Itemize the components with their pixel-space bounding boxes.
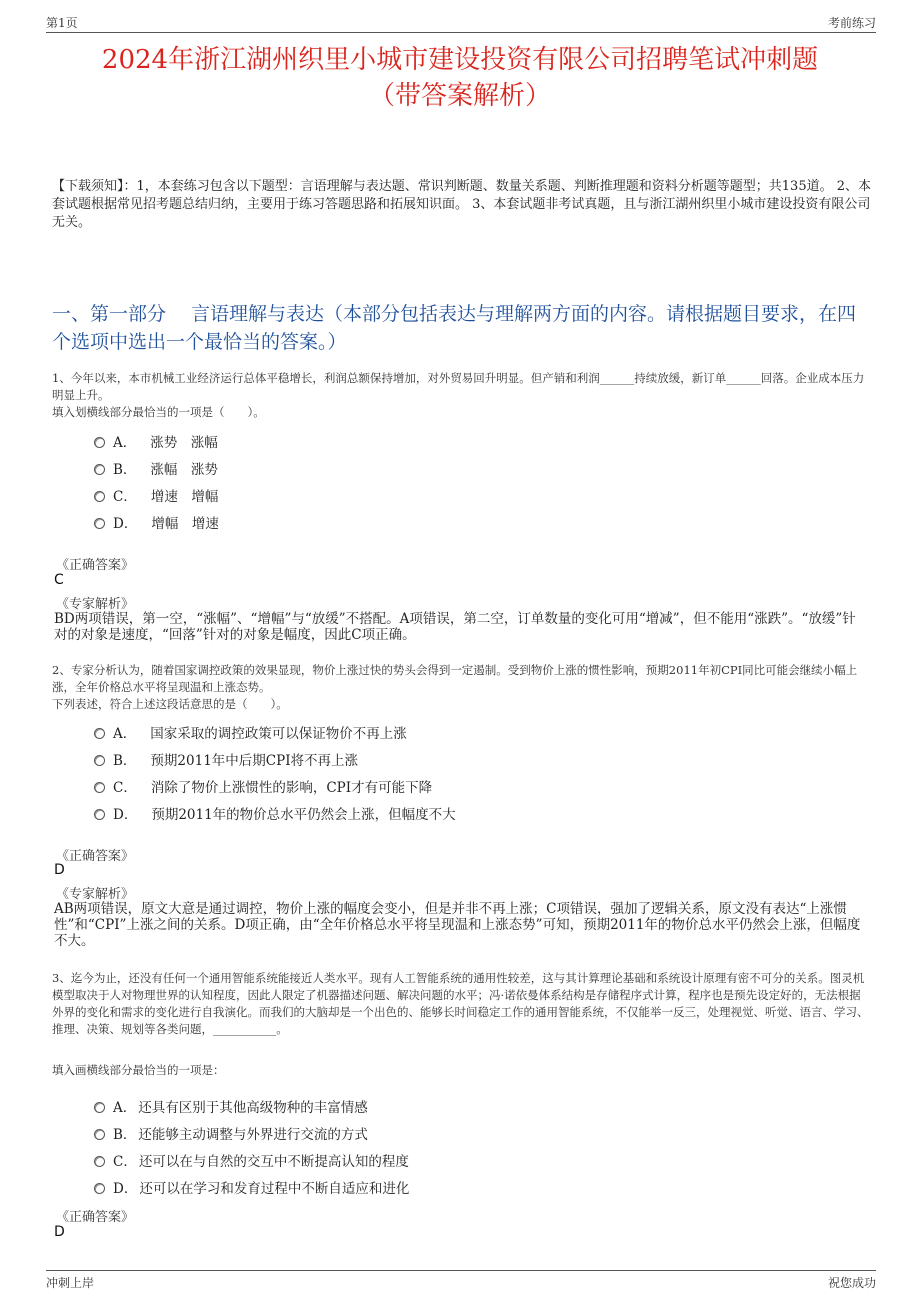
download-notice: 【下载须知】：1，本套练习包含以下题型：言语理解与表达题、常识判断题、数量关系题、判断推理题和资料分析题等题型；共135道。 2、本套试题根据常见招考题总结归纳，主要用于练习答题思路和拓展知识面。 3、本套试题非考试真题，且与浙江湖州织里小城市建设投资有限公司无关。 bbox=[52, 179, 871, 230]
q3-option-a[interactable]: A． 还具有区别于其他高级物种的丰富情感 bbox=[94, 1096, 368, 1116]
correct-answer: D bbox=[54, 1224, 65, 1240]
page-header bbox=[46, 14, 876, 33]
radio-icon[interactable] bbox=[94, 755, 105, 766]
expert-analysis-label: 《专家解析》 bbox=[56, 887, 135, 902]
q1-option-c[interactable]: C． 增速 增幅 bbox=[94, 485, 218, 505]
question-prompt: 下列表述，符合上述这段话意思的是（ ）。 bbox=[52, 697, 288, 711]
header-tag: 考前练习 bbox=[827, 16, 876, 30]
question-stem: 3、迄今为止，还没有任何一个通用智能系统能接近人类水平。现有人工智能系统的通用性较差，这与其计算理论基础和系统设计原理有密不可分的关系。图灵机模型取决于人对物理世界的认知程度，因此人限定了机器描述问题、解决问题的水平；冯·诺依曼体系结构是存储程序式计算，程序也是预先设定好的，无法根据外界的变化和需求的变化进行自我演化。而我们的大脑却是一个出色的、能够长时间稳定工作的通用智能系统，不仅能举一反三，处理视觉、听觉、语言、学习、推理、决策、规划等各类问题，___________。 bbox=[52, 971, 869, 1036]
radio-icon[interactable] bbox=[94, 464, 105, 475]
radio-icon[interactable] bbox=[94, 728, 105, 739]
correct-answer: C bbox=[54, 572, 64, 588]
radio-icon[interactable] bbox=[94, 437, 105, 448]
page-number: 第1页 bbox=[46, 16, 78, 30]
question-1 bbox=[52, 370, 872, 421]
question-prompt: 填入划横线部分最恰当的一项是（ ）。 bbox=[52, 405, 265, 419]
radio-icon[interactable] bbox=[94, 491, 105, 502]
document-title bbox=[40, 42, 880, 114]
expert-analysis-label: 《专家解析》 bbox=[56, 597, 135, 612]
q2-option-b[interactable]: B． 预期2011年中后期CPI将不再上涨 bbox=[94, 749, 358, 769]
radio-icon[interactable] bbox=[94, 1156, 105, 1167]
q1-option-b[interactable]: B． 涨幅 涨势 bbox=[94, 458, 218, 478]
footer-left: 冲刺上岸 bbox=[46, 1276, 95, 1290]
radio-icon[interactable] bbox=[94, 1183, 105, 1194]
q2-option-c[interactable]: C． 消除了物价上涨惯性的影响，CPI才有可能下降 bbox=[94, 776, 432, 796]
q1-option-d[interactable]: D． 增幅 增速 bbox=[94, 512, 219, 532]
title-line-1: 2024年浙江湖州织里小城市建设投资有限公司招聘笔试冲刺题 bbox=[101, 45, 819, 75]
correct-answer-label: 《正确答案》 bbox=[56, 558, 135, 573]
q2-option-a[interactable]: A． 国家采取的调控政策可以保证物价不再上涨 bbox=[94, 722, 407, 742]
question-stem: 2、专家分析认为，随着国家调控政策的效果显现，物价上涨过快的势头会得到一定遏制。受到物价上涨的惯性影响，预期2011年初CPI同比可能会继续小幅上涨，全年价格总水平将呈现温和上涨态势。 bbox=[52, 663, 858, 694]
expert-analysis: BD两项错误，第一空，“涨幅”、“增幅”与“放缓”不搭配。A项错误，第二空，订单数量的变化可用“增减”，但不能用“涨跌”。“放缓”针对的对象是速度，“回落”针对的对象是幅度，因此C项正确。 bbox=[54, 611, 856, 643]
radio-icon[interactable] bbox=[94, 518, 105, 529]
q2-option-d[interactable]: D． 预期2011年的物价总水平仍然会上涨，但幅度不大 bbox=[94, 803, 456, 823]
page-footer bbox=[46, 1270, 876, 1291]
q1-option-a[interactable]: A． 涨势 涨幅 bbox=[94, 431, 218, 451]
question-stem: 1、今年以来，本市机械工业经济运行总体平稳增长，利润总额保持增加，对外贸易回升明显。但产销和利润______持续放缓，新订单______回落。企业成本压力明显上升。 bbox=[52, 371, 865, 402]
radio-icon[interactable] bbox=[94, 809, 105, 820]
correct-answer-label: 《正确答案》 bbox=[56, 849, 135, 864]
radio-icon[interactable] bbox=[94, 782, 105, 793]
question-2 bbox=[52, 662, 872, 713]
correct-answer-label: 《正确答案》 bbox=[56, 1210, 135, 1225]
correct-answer: D bbox=[54, 862, 65, 878]
q3-option-d[interactable]: D． 还可以在学习和发育过程中不断自适应和进化 bbox=[94, 1177, 409, 1197]
radio-icon[interactable] bbox=[94, 1102, 105, 1113]
footer-right: 祝您成功 bbox=[827, 1276, 876, 1290]
question-3-prompt: 填入画横线部分最恰当的一项是： bbox=[52, 1063, 225, 1077]
section-heading: 一、第一部分 言语理解与表达（本部分包括表达与理解两方面的内容。请根据题目要求，在四个选项中选出一个最恰当的答案。） bbox=[52, 303, 857, 353]
expert-analysis: AB两项错误，原文大意是通过调控，物价上涨的幅度会变小，但是并非不再上涨；C项错误，强加了逻辑关系，原文没有表达“上涨惯性”和“CPI”上涨之间的关系。D项正确，由“全年价格总水平将呈现温和上涨态势”可知，预期2011年的物价总水平仍然会上涨，但幅度不大。 bbox=[54, 901, 861, 949]
q3-option-b[interactable]: B． 还能够主动调整与外界进行交流的方式 bbox=[94, 1123, 368, 1143]
q3-option-c[interactable]: C． 还可以在与自然的交互中不断提高认知的程度 bbox=[94, 1150, 409, 1170]
question-3 bbox=[52, 970, 872, 1038]
radio-icon[interactable] bbox=[94, 1129, 105, 1140]
title-line-2: （带答案解析） bbox=[368, 81, 551, 111]
